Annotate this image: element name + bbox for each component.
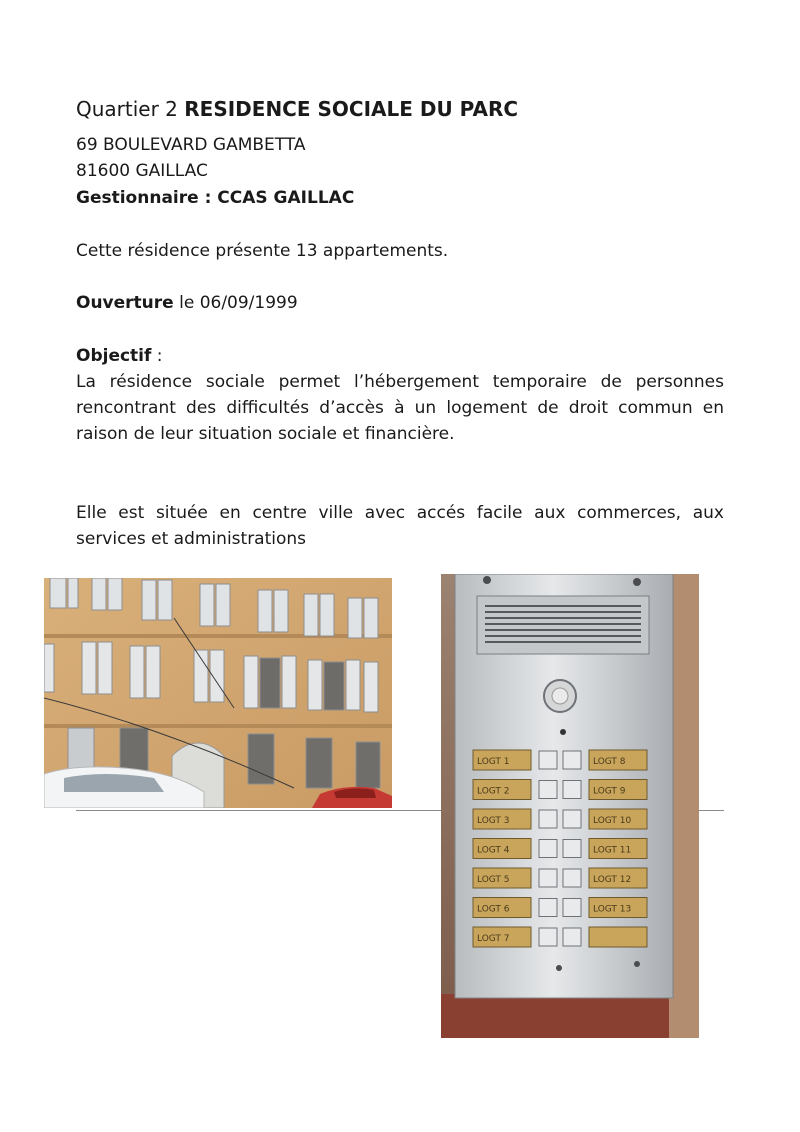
intercom-label-text-left-6: LOGT 6: [477, 904, 510, 915]
intercom-call-button-4-1[interactable]: [539, 840, 557, 858]
title-prefix: Quartier 2: [76, 97, 178, 121]
intercom-call-button-3-1[interactable]: [539, 810, 557, 828]
intercom-call-button-5-1[interactable]: [539, 869, 557, 887]
intercom-label-text-right-1: LOGT 8: [593, 757, 626, 767]
intercom-label-text-right-5: LOGT 12: [593, 875, 632, 885]
address-city: 81600 GAILLAC: [76, 161, 208, 181]
apartments-count-text: Cette résidence présente 13 appartements.: [76, 241, 449, 261]
intercom-label-text-left-4: LOGT 4: [477, 845, 510, 856]
intercom-call-button-4-2[interactable]: [563, 840, 581, 858]
opening-label: Ouverture: [76, 293, 174, 313]
intercom-label-text-left-2: LOGT 2: [477, 786, 510, 797]
intercom-label-text-left-1: LOGT 1: [477, 757, 510, 767]
intercom-label-right-7: [589, 927, 647, 947]
intercom-call-button-1-2[interactable]: [563, 751, 581, 769]
intercom-label-text-right-3: LOGT 10: [593, 816, 632, 826]
address-street: 69 BOULEVARD GAMBETTA: [76, 135, 306, 155]
location-paragraph: Elle est située en centre ville avec accés facile aux commerces, aux services et administrations: [76, 503, 724, 549]
intercom-call-button-5-2[interactable]: [563, 869, 581, 887]
building-photo: [44, 578, 392, 808]
intercom-call-button-2-1[interactable]: [539, 781, 557, 799]
opening-line: [76, 290, 298, 316]
objective-colon: :: [151, 346, 163, 366]
separator-rule-left: [76, 810, 442, 811]
intercom-label-text-right-4: LOGT 11: [593, 845, 632, 856]
manager-line: Gestionnaire : CCAS GAILLAC: [76, 188, 355, 208]
intercom-label-text-right-2: LOGT 9: [593, 786, 626, 797]
intercom-label-text-left-3: LOGT 3: [477, 816, 510, 826]
objective-label: Objectif: [76, 346, 152, 366]
intercom-call-button-6-1[interactable]: [539, 899, 557, 917]
objective-paragraph: La résidence sociale permet l’hébergement temporaire de personnes rencontrant des difficultés d’accès à un logement de droit commun en raison de leur situation sociale et financière.: [76, 372, 724, 444]
intercom-photo: [441, 574, 699, 1038]
intercom-call-button-3-2[interactable]: [563, 810, 581, 828]
residence-name: RESIDENCE SOCIALE DU PARC: [184, 97, 519, 121]
opening-date: le 06/09/1999: [173, 293, 298, 313]
separator-rule-right: [698, 810, 724, 811]
intercom-call-button-2-2[interactable]: [563, 781, 581, 799]
intercom-label-text-left-5: LOGT 5: [477, 875, 510, 885]
objective-heading: [76, 343, 163, 369]
intercom-call-button-1-1[interactable]: [539, 751, 557, 769]
intercom-label-text-right-6: LOGT 13: [593, 904, 632, 915]
page-title: [76, 96, 518, 122]
intercom-label-text-left-7: LOGT 7: [477, 934, 510, 944]
intercom-call-button-6-2[interactable]: [563, 899, 581, 917]
intercom-call-button-7-1[interactable]: [539, 928, 557, 946]
intercom-call-button-7-2[interactable]: [563, 928, 581, 946]
